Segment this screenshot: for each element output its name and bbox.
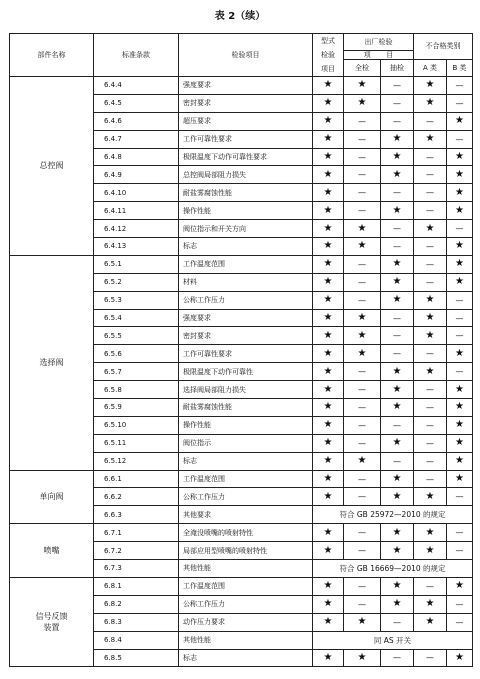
star-mark: ★ [447,112,473,130]
star-mark: ★ [414,542,447,560]
dash-mark: — [344,470,381,488]
star-mark: ★ [313,202,344,220]
dash-mark: — [344,363,381,381]
star-mark: ★ [313,309,344,327]
item-cell: 动作压力要求 [179,613,313,631]
star-mark: ★ [313,273,344,291]
component-name: 信号反馈 装置 [10,577,94,666]
star-mark: ★ [447,399,473,417]
dash-mark: — [414,166,447,184]
clause-cell: 6.4.8 [94,148,179,166]
dash-mark: — [344,542,381,560]
header-type-test: 型式 检验 项目 [313,34,344,77]
dash-mark: — [344,130,381,148]
dash-mark: — [447,291,473,309]
dash-mark: — [447,327,473,345]
dash-mark: — [344,524,381,542]
star-mark: ★ [313,148,344,166]
star-mark: ★ [414,77,447,95]
star-mark: ★ [344,452,381,470]
dash-mark: — [414,202,447,220]
dash-mark: — [447,94,473,112]
item-cell: 强度要求 [179,77,313,95]
dash-mark: — [381,345,414,363]
item-cell: 材料 [179,273,313,291]
clause-cell: 6.4.13 [94,238,179,256]
dash-mark: — [447,363,473,381]
star-mark: ★ [313,184,344,202]
star-mark: ★ [313,255,344,273]
clause-cell: 6.8.2 [94,595,179,613]
component-name: 选择阀 [10,255,94,470]
item-cell: 工作温度范围 [179,255,313,273]
star-mark: ★ [447,649,473,667]
star-mark: ★ [414,524,447,542]
item-cell: 工作温度范围 [179,577,313,595]
item-cell: 公称工作压力 [179,291,313,309]
star-mark: ★ [381,148,414,166]
dash-mark: — [414,577,447,595]
star-mark: ★ [414,291,447,309]
dash-mark: — [344,434,381,452]
star-mark: ★ [313,434,344,452]
star-mark: ★ [344,238,381,256]
star-mark: ★ [313,542,344,560]
dash-mark: — [414,434,447,452]
star-mark: ★ [381,273,414,291]
star-mark: ★ [447,255,473,273]
dash-mark: — [447,130,473,148]
star-mark: ★ [313,130,344,148]
clause-cell: 6.7.1 [94,524,179,542]
star-mark: ★ [313,94,344,112]
clause-cell: 6.8.1 [94,577,179,595]
page-title: 表 2（续） [214,11,266,22]
note-cell: 符合 GB 25972—2010 的规定 [313,506,473,524]
clause-cell: 6.4.12 [94,220,179,238]
dash-mark: — [414,148,447,166]
item-cell: 标志 [179,649,313,667]
dash-mark: — [414,399,447,417]
star-mark: ★ [313,613,344,631]
star-mark: ★ [381,542,414,560]
dash-mark: — [447,220,473,238]
clause-cell: 6.8.4 [94,631,179,649]
star-mark: ★ [344,649,381,667]
star-mark: ★ [414,220,447,238]
item-cell: 强度要求 [179,309,313,327]
dash-mark: — [414,238,447,256]
header-b: B 类 [447,59,473,76]
star-mark: ★ [447,577,473,595]
star-mark: ★ [447,148,473,166]
star-mark: ★ [313,345,344,363]
star-mark: ★ [313,416,344,434]
item-cell: 耐盐雾腐蚀性能 [179,399,313,417]
dash-mark: — [381,327,414,345]
star-mark: ★ [414,327,447,345]
item-cell: 标志 [179,238,313,256]
clause-cell: 6.5.3 [94,291,179,309]
header-clause: 标准条款 [94,34,179,77]
table-row [10,524,473,542]
dash-mark: — [381,416,414,434]
star-mark: ★ [381,381,414,399]
header-full: 全检 [344,59,381,76]
dash-mark: — [344,166,381,184]
star-mark: ★ [313,524,344,542]
item-cell: 密封要求 [179,327,313,345]
dash-mark: — [381,112,414,130]
star-mark: ★ [447,452,473,470]
clause-cell: 6.8.5 [94,649,179,667]
clause-cell: 6.4.7 [94,130,179,148]
star-mark: ★ [313,77,344,95]
star-mark: ★ [381,255,414,273]
star-mark: ★ [344,94,381,112]
header-nonconf: 不合格类别 [414,34,473,60]
item-cell: 其他要求 [179,506,313,524]
star-mark: ★ [313,220,344,238]
dash-mark: — [447,542,473,560]
clause-cell: 6.7.3 [94,560,179,578]
star-mark: ★ [381,130,414,148]
star-mark: ★ [447,238,473,256]
clause-cell: 6.5.9 [94,399,179,417]
dash-mark: — [344,255,381,273]
dash-mark: — [381,309,414,327]
dash-mark: — [414,112,447,130]
item-cell: 超压要求 [179,112,313,130]
star-mark: ★ [313,488,344,506]
star-mark: ★ [414,363,447,381]
dash-mark: — [344,381,381,399]
star-mark: ★ [313,399,344,417]
clause-cell: 6.4.6 [94,112,179,130]
star-mark: ★ [344,309,381,327]
clause-cell: 6.5.12 [94,452,179,470]
dash-mark: — [344,488,381,506]
clause-cell: 6.8.3 [94,613,179,631]
clause-cell: 6.6.2 [94,488,179,506]
dash-mark: — [414,255,447,273]
star-mark: ★ [313,363,344,381]
header-sample: 抽检 [381,59,414,76]
star-mark: ★ [344,345,381,363]
star-mark: ★ [414,595,447,613]
table-row [10,470,473,488]
table-row [10,77,473,95]
star-mark: ★ [381,488,414,506]
clause-cell: 6.4.4 [94,77,179,95]
star-mark: ★ [313,327,344,345]
dash-mark: — [344,416,381,434]
dash-mark: — [447,595,473,613]
star-mark: ★ [313,577,344,595]
star-mark: ★ [313,381,344,399]
star-mark: ★ [447,184,473,202]
component-name: 喷嘴 [10,524,94,578]
dash-mark: — [414,649,447,667]
header-component: 部件名称 [10,34,94,77]
dash-mark: — [344,399,381,417]
dash-mark: — [344,577,381,595]
clause-cell: 6.4.9 [94,166,179,184]
star-mark: ★ [381,470,414,488]
clause-cell: 6.5.11 [94,434,179,452]
clause-cell: 6.5.7 [94,363,179,381]
dash-mark: — [414,184,447,202]
header-factory: 出厂检验 [344,34,414,51]
item-cell: 全淹没喷嘴的喷射特性 [179,524,313,542]
note-cell: 同 AS 开关 [313,631,473,649]
clause-cell: 6.5.1 [94,255,179,273]
item-cell: 标志 [179,452,313,470]
star-mark: ★ [414,94,447,112]
star-mark: ★ [381,166,414,184]
dash-mark: — [344,148,381,166]
clause-cell: 6.5.4 [94,309,179,327]
star-mark: ★ [381,524,414,542]
clause-cell: 6.4.10 [94,184,179,202]
star-mark: ★ [344,77,381,95]
dash-mark: — [344,112,381,130]
star-mark: ★ [344,220,381,238]
dash-mark: — [381,184,414,202]
star-mark: ★ [447,202,473,220]
clause-cell: 6.5.5 [94,327,179,345]
item-cell: 操作性能 [179,202,313,220]
inspection-table [9,33,473,667]
item-cell: 工作可靠性要求 [179,345,313,363]
dash-mark: — [344,595,381,613]
dash-mark: — [344,202,381,220]
dash-mark: — [381,613,414,631]
star-mark: ★ [313,238,344,256]
dash-mark: — [447,524,473,542]
item-cell: 阀位指示和开关方向 [179,220,313,238]
star-mark: ★ [313,452,344,470]
header-factory-sub: 项 目 [344,51,414,59]
note-cell: 符合 GB 16669—2010 的规定 [313,560,473,578]
dash-mark: — [344,291,381,309]
star-mark: ★ [313,291,344,309]
dash-mark: — [381,649,414,667]
item-cell: 选择阀局部阻力损失 [179,381,313,399]
item-cell: 极限温度下动作可靠性要求 [179,148,313,166]
item-cell: 操作性能 [179,416,313,434]
dash-mark: — [414,452,447,470]
dash-mark: — [381,238,414,256]
table-row [10,255,473,273]
dash-mark: — [414,416,447,434]
star-mark: ★ [381,434,414,452]
clause-cell: 6.5.6 [94,345,179,363]
star-mark: ★ [344,327,381,345]
item-cell: 其他性能 [179,631,313,649]
star-mark: ★ [381,363,414,381]
clause-cell: 6.7.2 [94,542,179,560]
item-cell: 耐盐雾腐蚀性能 [179,184,313,202]
clause-cell: 6.6.3 [94,506,179,524]
star-mark: ★ [313,649,344,667]
item-cell: 公称工作压力 [179,595,313,613]
star-mark: ★ [447,470,473,488]
star-mark: ★ [447,416,473,434]
star-mark: ★ [381,577,414,595]
star-mark: ★ [447,273,473,291]
star-mark: ★ [381,399,414,417]
dash-mark: — [414,470,447,488]
dash-mark: — [381,220,414,238]
star-mark: ★ [381,202,414,220]
component-name: 单向阀 [10,470,94,524]
star-mark: ★ [313,595,344,613]
star-mark: ★ [313,166,344,184]
star-mark: ★ [447,345,473,363]
star-mark: ★ [381,595,414,613]
table-row [10,577,473,595]
dash-mark: — [414,273,447,291]
star-mark: ★ [414,488,447,506]
clause-cell: 6.5.8 [94,381,179,399]
star-mark: ★ [447,434,473,452]
clause-cell: 6.5.10 [94,416,179,434]
star-mark: ★ [414,130,447,148]
dash-mark: — [381,77,414,95]
dash-mark: — [447,613,473,631]
item-cell: 工作可靠性要求 [179,130,313,148]
star-mark: ★ [447,166,473,184]
item-cell: 极限温度下动作可靠性 [179,363,313,381]
dash-mark: — [381,94,414,112]
item-cell: 公称工作压力 [179,488,313,506]
star-mark: ★ [313,470,344,488]
dash-mark: — [381,452,414,470]
dash-mark: — [447,488,473,506]
star-mark: ★ [381,291,414,309]
clause-cell: 6.4.11 [94,202,179,220]
item-cell: 阀位指示 [179,434,313,452]
header-item: 检验项目 [179,34,313,77]
star-mark: ★ [447,381,473,399]
clause-cell: 6.4.5 [94,94,179,112]
dash-mark: — [447,309,473,327]
dash-mark: — [447,77,473,95]
item-cell: 密封要求 [179,94,313,112]
dash-mark: — [344,184,381,202]
item-cell: 其他性能 [179,560,313,578]
clause-cell: 6.5.2 [94,273,179,291]
table-body [10,77,473,667]
star-mark: ★ [344,613,381,631]
star-mark: ★ [313,112,344,130]
component-name: 总控阀 [10,77,94,256]
item-cell: 总控阀局部阻力损失 [179,166,313,184]
item-cell: 局部应用型喷嘴的喷射特性 [179,542,313,560]
star-mark: ★ [414,613,447,631]
star-mark: ★ [414,309,447,327]
dash-mark: — [414,345,447,363]
item-cell: 工作温度范围 [179,470,313,488]
dash-mark: — [344,273,381,291]
dash-mark: — [414,381,447,399]
header-a: A 类 [414,59,447,76]
clause-cell: 6.6.1 [94,470,179,488]
